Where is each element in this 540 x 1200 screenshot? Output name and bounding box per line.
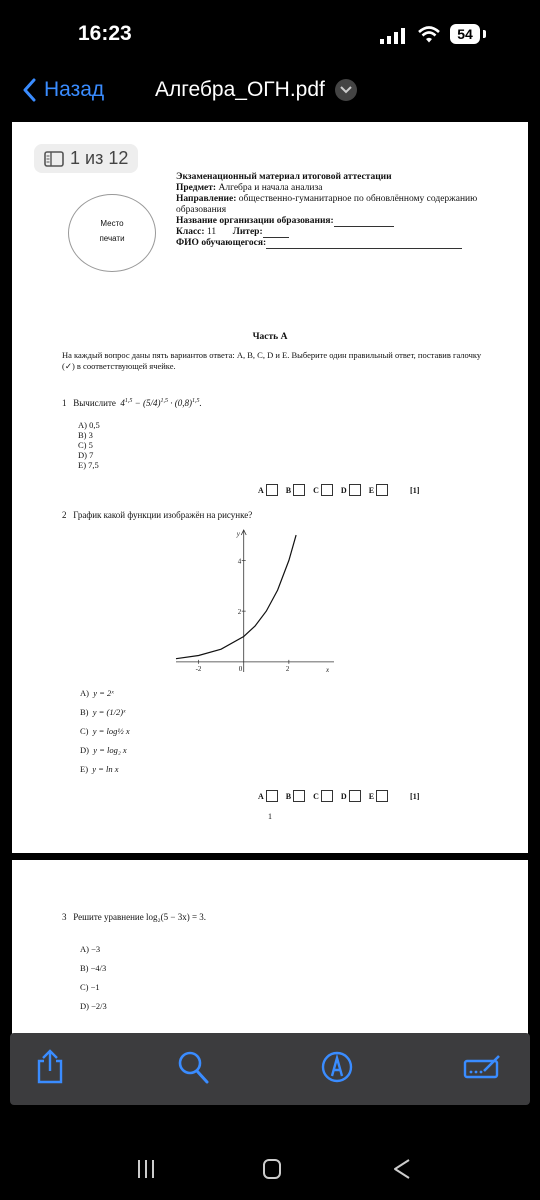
checkbox-b[interactable] [293,484,305,496]
back-label: Назад [44,78,105,101]
search-icon[interactable] [176,1049,210,1085]
wifi-icon [418,26,440,44]
chevron-down-icon [335,79,357,101]
pdf-page-2[interactable] [12,860,528,1060]
y-tick-label: 4 [237,557,242,566]
series-line [176,535,296,659]
question-2: 2 График какой функции изображён на рисунке? [62,510,253,520]
system-navigation-bar [0,1140,540,1200]
x-tick-label: -2 [195,664,202,673]
home-icon[interactable] [262,1158,282,1180]
checkbox-c[interactable] [321,484,333,496]
checkbox-c[interactable] [321,790,333,802]
recent-apps-icon[interactable] [136,1158,156,1180]
back-button[interactable] [22,78,104,102]
checkbox-e[interactable] [376,790,388,802]
page-thumbnail-icon [44,151,64,167]
stamp-circle: Место печати [68,194,156,272]
function-graph [172,522,342,682]
question-1: 1 Вычислите $4^{1,5} - (5/4)^{1,5} \cdot (0,8)^{1,5}$. [62,398,202,408]
checkbox-d[interactable] [349,484,361,496]
checkbox-b[interactable] [293,790,305,802]
battery-level: 54 [450,24,480,44]
x-tick-label: 0 [238,664,243,673]
checkbox-a[interactable] [266,790,278,802]
document-title-button[interactable] [155,78,357,102]
checkbox-d[interactable] [349,790,361,802]
x-tick-label: 2 [285,664,290,673]
back-nav-icon[interactable] [392,1158,412,1180]
cellular-signal-icon [380,28,408,44]
document-header: Экзаменационный материал итоговой аттестации Предмет: Алгебра и начала анализа Направление: общественно-гуманитарное по обновлённому содержанию образования Название организации образования: Класс: 11 Литер: ФИО обучающегося: [176,172,478,248]
q1-answer-boxes: A B C D E [1] [258,485,420,495]
checkbox-e[interactable] [376,484,388,496]
status-bar [0,0,540,70]
y-axis-label: y [236,530,240,538]
status-time: 16:23 [78,22,132,45]
q2-answer-boxes: A B C D E [1] [258,791,420,801]
y-tick-label: 2 [237,608,242,617]
pdf-toolbar [10,1033,530,1105]
q2-answers: A) y = 2ˣ B) y = (1/2)ˣ C) y = log½ x D) y = log₂ x E) y = ln x [80,688,130,774]
x-axis-label: x [326,665,330,674]
form-fill-icon[interactable] [462,1049,502,1085]
intro-text: На каждый вопрос даны пять вариантов ответа: A, B, C, D и E. Выберите один правильный ответ, поставив галочку (✓) в соответствующей ячейке. [62,350,482,371]
markup-icon[interactable] [320,1049,354,1085]
part-title: Часть А [252,332,288,342]
page-counter: 1 из 12 [34,144,138,173]
pdf-page-1[interactable] [12,122,528,853]
battery-icon [483,30,486,38]
nav-bar [0,70,540,114]
checkbox-a[interactable] [266,484,278,496]
q3-answers: A) −3 B) −4/3 C) −1 D) −2/3 [80,944,107,1011]
q1-answers: A) 0,5 B) 3 C) 5 D) 7 E) 7,5 [78,420,100,470]
document-title: Алгебра_ОГН.pdf [155,78,325,101]
chevron-left-icon [22,78,36,102]
question-3: 3 Решите уравнение log₂(5 − 3x) = 3. [62,912,207,922]
share-icon[interactable] [34,1049,66,1085]
page-number: 1 [268,812,272,821]
